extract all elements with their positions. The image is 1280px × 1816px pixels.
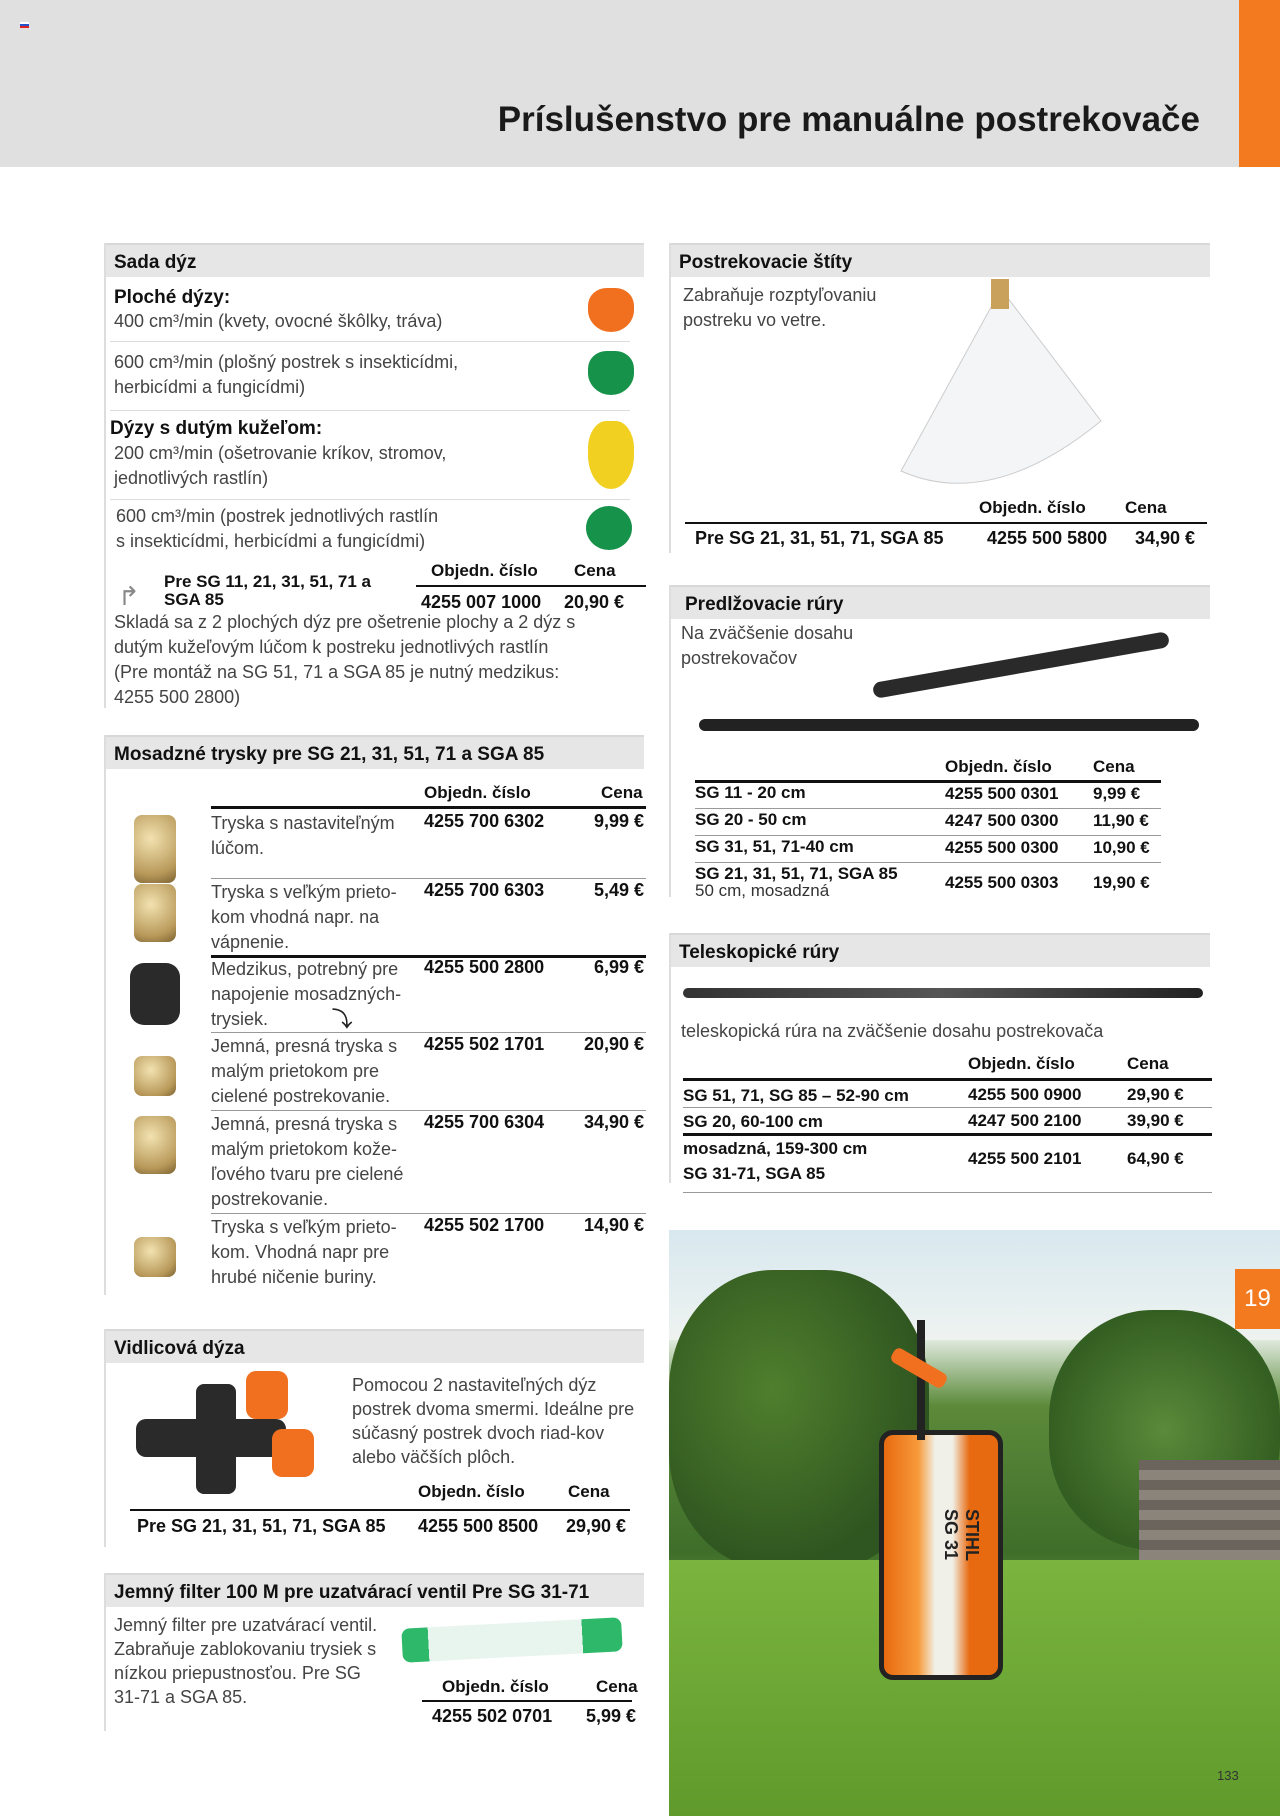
- flat-heading: Ploché dýzy:: [114, 287, 231, 308]
- brass-nozzle-image: [134, 1116, 176, 1174]
- yellow-nozzle-image: [588, 421, 634, 489]
- price: 11,90 €: [1093, 811, 1149, 830]
- section-title: Vidlicová dýza: [106, 1329, 644, 1363]
- hollow-2b: s insekticídmi, herbicídmi a fungicídmi): [116, 531, 426, 551]
- table-row-model: SG 20 - 50 cm: [695, 810, 807, 829]
- page-tab: 19: [1235, 1269, 1280, 1329]
- table-row-desc: Tryska s veľkým prieto-kom. Vhodná napr pre hrubé ničenie buriny.: [211, 1217, 397, 1287]
- order-number: 4255 700 6303: [424, 880, 545, 900]
- sprayer-garden-photo: [669, 1230, 1280, 1816]
- table-row-desc: Jemná, presná tryska s malým prietokom pre cielené postrekovanie.: [211, 1036, 398, 1106]
- order-number: 4255 500 0301: [945, 784, 1059, 803]
- adapter-image: [130, 963, 180, 1025]
- section-brass-nozzles: [104, 735, 644, 1295]
- order-number: 4255 500 2800: [424, 957, 545, 977]
- flat-1: 400 cm³/min (kvety, ovocné škôlky, tráva): [114, 311, 443, 331]
- section-telescopic-tubes: [669, 933, 1210, 1183]
- hollow-2a: 600 cm³/min (postrek jednotlivých rastlín: [116, 506, 439, 526]
- order-number: 4255 500 5800: [987, 528, 1108, 548]
- table-row-desc: Medzikus, potrebný pre napojenie mosadzných-trysiek.: [211, 959, 402, 1029]
- section-title: Sada dýz: [106, 243, 644, 277]
- table-row-model: mosadzná, 159-300 cm SG 31-71, SGA 85: [683, 1139, 868, 1183]
- price: 20,90 €: [564, 592, 625, 612]
- model-label: SG 31: [941, 1509, 961, 1561]
- section-spray-shields: [669, 243, 1210, 553]
- price: 39,90 €: [1127, 1111, 1184, 1130]
- section-nozzle-set: [104, 243, 644, 708]
- arrow-icon: ↱: [118, 581, 140, 611]
- col-order: Objedn. číslo: [431, 561, 538, 580]
- col-order: Objedn. číslo: [442, 1677, 549, 1696]
- price: 19,90 €: [1093, 873, 1150, 892]
- order-number: 4255 700 6304: [424, 1112, 545, 1132]
- table-row-model: SG 21, 31, 51, 71, SGA 85 50 cm, mosadzná: [695, 864, 898, 900]
- order-number: 4255 502 0701: [432, 1706, 553, 1726]
- col-price: Cena: [596, 1677, 638, 1696]
- compat-label: Pre SG 11, 21, 31, 51, 71 a SGA 85: [164, 572, 371, 609]
- col-price: Cena: [1125, 498, 1167, 517]
- col-price: Cena: [1093, 757, 1135, 776]
- col-order: Objedn. číslo: [945, 757, 1052, 776]
- section-fork-nozzle: [104, 1329, 644, 1547]
- telescopic-tube-image: [683, 988, 1203, 998]
- price: 9,99 €: [593, 811, 644, 831]
- price: 64,90 €: [1127, 1149, 1184, 1168]
- page-title: Príslušenstvo pre manuálne postrekovače: [497, 100, 1200, 139]
- brass-nozzle-image: [134, 884, 176, 942]
- extension-tube-image: [872, 631, 1170, 699]
- order-number: 4255 007 1000: [421, 592, 542, 612]
- price: 20,90 €: [583, 1034, 644, 1054]
- ext-description: Na zväčšenie dosahu postrekovačov: [681, 623, 854, 668]
- price: 5,99 €: [586, 1706, 637, 1726]
- table-row-desc: Tryska s veľkým prieto-kom vhodná napr. na vápnenie.: [211, 882, 397, 952]
- order-number: 4255 700 6302: [424, 811, 545, 831]
- order-number: 4255 500 0900: [968, 1085, 1082, 1104]
- brass-nozzle-image: [134, 1237, 176, 1277]
- price: 9,99 €: [1093, 784, 1141, 803]
- header-band: [0, 0, 1239, 167]
- green-round-nozzle-image: [586, 506, 632, 550]
- col-order: Objedn. číslo: [979, 498, 1086, 517]
- flag-icon: [20, 22, 29, 28]
- order-number: 4255 500 0303: [945, 873, 1059, 892]
- price: 34,90 €: [583, 1112, 644, 1132]
- col-order: Objedn. číslo: [418, 1482, 525, 1501]
- set-description: Skladá sa z 2 plochých dýz pre ošetrenie plochy a 2 dýz s dutým kužeľovým lúčom k postreku jednotlivých rastlín (Pre montáž na SG 51, 71 a SGA 85 je nutný medzikus: 4255 500 2800): [114, 612, 576, 707]
- price: 6,99 €: [593, 957, 644, 977]
- arrow-down-icon: ⤵: [332, 1009, 352, 1031]
- fork-description: Pomocou 2 nastaviteľných dýz postrek dvoma smermi. Ideálne pre súčasný postrek dvoch riad-kov alebo väčších plôch.: [352, 1375, 635, 1467]
- section-title: Predlžovacie rúry: [671, 585, 1210, 619]
- shield-cone-image: [891, 271, 1111, 491]
- section-title: Mosadzné trysky pre SG 21, 31, 51, 71 a SGA 85: [106, 735, 644, 769]
- price: 5,49 €: [593, 880, 644, 900]
- model: Pre SG 21, 31, 51, 71, SGA 85: [137, 1516, 386, 1536]
- table-row-desc: Jemná, presná tryska s malým prietokom kože-ľového tvaru pre cielené postrekovanie.: [211, 1114, 404, 1209]
- order-number: 4255 502 1700: [424, 1215, 545, 1235]
- tele-description: teleskopická rúra na zväčšenie dosahu postrekovača: [681, 1021, 1104, 1041]
- table-row-model: SG 51, 71, SG 85 – 52-90 cm: [683, 1086, 909, 1105]
- section-title: Jemný filter 100 M pre uzatvárací ventil Pre SG 31-71: [106, 1573, 644, 1607]
- table-row-desc: Tryska s nastaviteľným lúčom.: [211, 813, 395, 858]
- page-number: 133: [1217, 1768, 1239, 1783]
- col-order: Objedn. číslo: [424, 783, 531, 802]
- filter-image: [401, 1617, 622, 1662]
- brand-label: STIHL: [962, 1509, 982, 1561]
- extension-tube-straight-image: [699, 719, 1199, 731]
- flat-2b: herbicídmi a fungicídmi): [114, 377, 306, 397]
- brass-nozzle-image: [134, 815, 176, 883]
- price: 14,90 €: [583, 1215, 644, 1235]
- price: 29,90 €: [1127, 1085, 1184, 1104]
- price: 10,90 €: [1093, 838, 1150, 857]
- price: 34,90 €: [1135, 528, 1196, 548]
- green-nozzle-image: [588, 351, 634, 395]
- hollow-1b: jednotlivých rastlín): [114, 468, 269, 488]
- orange-nozzle-image: [588, 288, 634, 332]
- col-price: Cena: [568, 1482, 610, 1501]
- table-row-model: SG 11 - 20 cm: [695, 783, 806, 802]
- col-price: Cena: [601, 783, 643, 802]
- hollow-1a: 200 cm³/min (ošetrovanie kríkov, stromov,: [114, 443, 447, 463]
- col-order: Objedn. číslo: [968, 1054, 1075, 1073]
- col-price: Cena: [1127, 1054, 1169, 1073]
- price: 29,90 €: [566, 1516, 627, 1536]
- col-price: Cena: [574, 561, 616, 580]
- shield-description: Zabraňuje rozptyľovaniu postreku vo vetre.: [683, 285, 877, 330]
- table-row-model: SG 20, 60-100 cm: [683, 1112, 823, 1131]
- header-accent: [1239, 0, 1280, 167]
- table-row-model: SG 31, 51, 71-40 cm: [695, 837, 854, 856]
- filter-description: Jemný filter pre uzatvárací ventil. Zabraňuje zablokovaniu trysiek s nízkou priepustnosťou. Pre SG 31-71 a SGA 85.: [114, 1615, 378, 1707]
- hollow-heading: Dýzy s dutým kužeľom:: [110, 418, 323, 439]
- flat-2a: 600 cm³/min (plošný postrek s insekticídmi,: [114, 352, 459, 372]
- order-number: 4255 500 8500: [418, 1516, 539, 1536]
- order-number: 4255 500 0300: [945, 838, 1059, 857]
- section-title: Postrekovacie štíty: [671, 243, 1210, 277]
- order-number: 4255 502 1701: [424, 1034, 545, 1054]
- order-number: 4247 500 2100: [968, 1111, 1082, 1130]
- section-extension-tubes: [669, 585, 1210, 900]
- section-title: Teleskopické rúry: [671, 933, 1210, 967]
- order-number: 4255 500 2101: [968, 1149, 1082, 1168]
- brass-nozzle-image: [134, 1056, 176, 1096]
- model: Pre SG 21, 31, 51, 71, SGA 85: [695, 528, 944, 548]
- sprayer-image: [879, 1430, 1003, 1680]
- section-fine-filter: [104, 1573, 644, 1731]
- order-number: 4247 500 0300: [945, 811, 1059, 830]
